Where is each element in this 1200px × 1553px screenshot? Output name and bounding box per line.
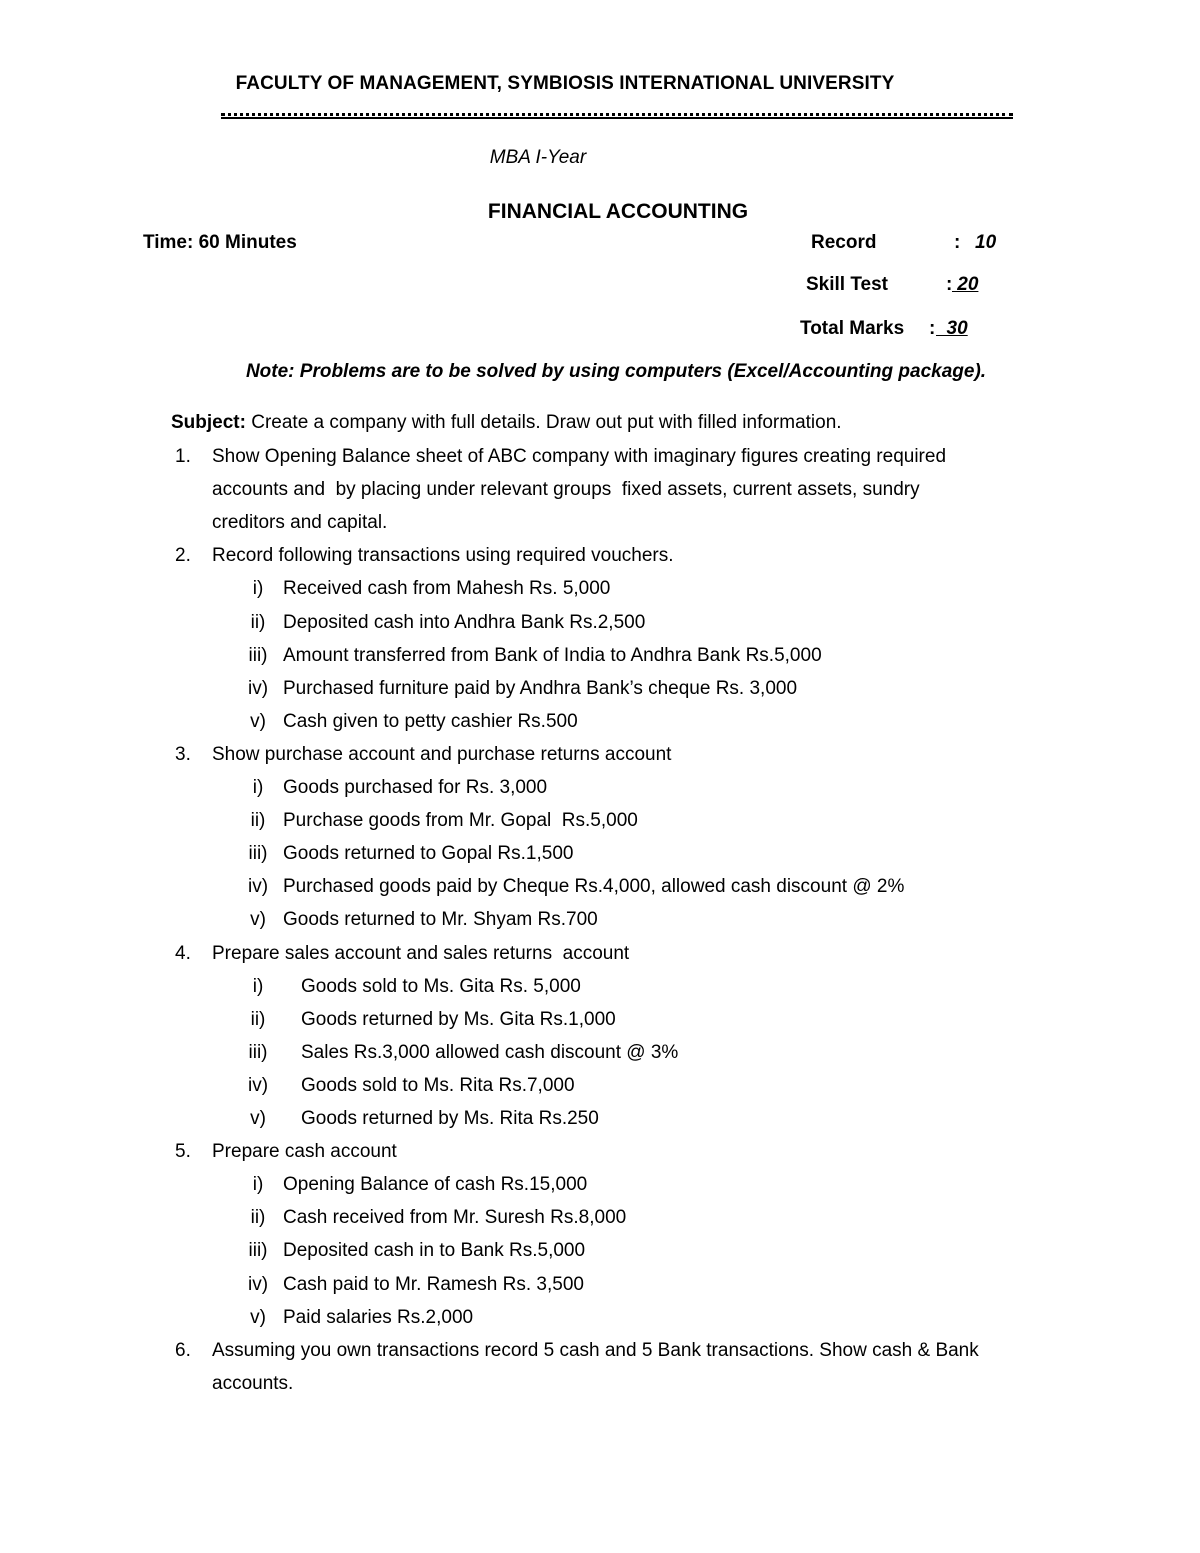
- question-text: Prepare sales account and sales returns account: [212, 942, 630, 964]
- sub-item-number: iii): [248, 1041, 268, 1063]
- subject-text: Create a company with full details. Draw out put with filled information.: [245, 412, 842, 433]
- sub-item-text: Goods returned to Mr. Shyam Rs.700: [283, 909, 598, 931]
- sub-item-text: Amount transferred from Bank of India to Andhra Bank Rs.5,000: [283, 644, 822, 666]
- marks-skill-test-colon: :: [946, 274, 953, 295]
- sub-item-number: v): [250, 909, 266, 931]
- sub-item-text: Deposited cash in to Bank Rs.5,000: [283, 1240, 586, 1262]
- sub-item-text: Goods returned by Ms. Gita Rs.1,000: [301, 1008, 616, 1030]
- question-number: 4.: [175, 942, 191, 964]
- instructions-note: Note: Problems are to be solved by using computers (Excel/Accounting package).: [245, 361, 987, 382]
- question-text: Record following transactions using required vouchers.: [212, 545, 674, 567]
- sub-item-text: Goods sold to Ms. Gita Rs. 5,000: [301, 975, 581, 997]
- question-text: Show Opening Balance sheet of ABC company with imaginary figures creating required: [212, 446, 947, 467]
- question-number: 6.: [175, 1339, 191, 1361]
- sub-item-number: iii): [248, 644, 268, 666]
- question-text: accounts.: [212, 1372, 294, 1394]
- sub-item-text: Cash paid to Mr. Ramesh Rs. 3,500: [283, 1273, 584, 1295]
- sub-item-text: Goods returned to Gopal Rs.1,500: [283, 843, 574, 865]
- sub-item-number: i): [252, 777, 264, 798]
- question-text: Assuming you own transactions record 5 cash and 5 Bank transactions. Show cash & Bank: [212, 1339, 979, 1361]
- sub-item-text: Sales Rs.3,000 allowed cash discount @ 3%: [301, 1041, 679, 1063]
- question-number: 1.: [175, 446, 191, 467]
- question-text: creditors and capital.: [212, 512, 388, 534]
- marks-skill-test-value: 20: [952, 274, 979, 295]
- sub-item-number: v): [250, 1306, 266, 1328]
- question-text: Prepare cash account: [212, 1141, 397, 1163]
- program-title: MBA I-Year: [489, 147, 587, 168]
- sub-item-text: Opening Balance of cash Rs.15,000: [283, 1174, 588, 1196]
- exam-duration: Time: 60 Minutes: [143, 232, 297, 253]
- sub-item-text: Received cash from Mahesh Rs. 5,000: [283, 578, 611, 600]
- sub-item-text: Purchase goods from Mr. Gopal Rs.5,000: [283, 810, 638, 832]
- sub-item-number: iii): [248, 1240, 268, 1262]
- question-number: 3.: [175, 743, 191, 765]
- sub-item-number: iv): [247, 876, 269, 898]
- sub-item-text: Purchased furniture paid by Andhra Bank’s cheque Rs. 3,000: [283, 677, 798, 699]
- sub-item-text: Goods sold to Ms. Rita Rs.7,000: [301, 1074, 575, 1096]
- sub-item-number: iv): [247, 677, 269, 699]
- sub-item-number: i): [252, 1174, 264, 1196]
- sub-item-text: Cash given to petty cashier Rs.500: [283, 710, 578, 732]
- marks-record-label: Record: [811, 232, 877, 253]
- course-title: FINANCIAL ACCOUNTING: [487, 200, 749, 223]
- question-text: Show purchase account and purchase returns account: [212, 743, 672, 765]
- sub-item-text: Deposited cash into Andhra Bank Rs.2,500: [283, 611, 646, 633]
- subject-line: [171, 412, 842, 434]
- university-heading: FACULTY OF MANAGEMENT, SYMBIOSIS INTERNATIONAL UNIVERSITY: [235, 73, 895, 94]
- sub-item-number: ii): [250, 611, 266, 633]
- question-text: accounts and by placing under relevant groups fixed assets, current assets, sundry: [212, 479, 920, 501]
- marks-total-label: Total Marks: [800, 318, 905, 339]
- marks-total-value: 30: [936, 318, 968, 339]
- sub-item-number: ii): [250, 1008, 266, 1030]
- marks-total-colon: :: [929, 318, 936, 339]
- sub-item-number: iii): [248, 843, 268, 865]
- sub-item-text: Purchased goods paid by Cheque Rs.4,000, allowed cash discount @ 2%: [283, 876, 905, 898]
- sub-item-number: ii): [250, 810, 266, 832]
- sub-item-text: Cash received from Mr. Suresh Rs.8,000: [283, 1207, 627, 1229]
- sub-item-text: Paid salaries Rs.2,000: [283, 1306, 474, 1328]
- sub-item-number: ii): [250, 1207, 266, 1229]
- marks-record-colon: :: [954, 232, 961, 253]
- sub-item-number: v): [250, 1108, 266, 1129]
- subject-label: Subject:: [171, 412, 246, 433]
- sub-item-text: Goods returned by Ms. Rita Rs.250: [301, 1108, 599, 1129]
- sub-item-number: v): [250, 710, 266, 732]
- sub-item-number: iv): [247, 1074, 269, 1096]
- sub-item-text: Goods purchased for Rs. 3,000: [283, 777, 548, 798]
- marks-record-value: 10: [975, 232, 997, 253]
- header-divider-dotted: [221, 113, 1013, 116]
- header-divider-solid: [221, 117, 1013, 119]
- question-number: 2.: [175, 545, 191, 567]
- marks-skill-test-label: Skill Test: [806, 274, 889, 295]
- sub-item-number: i): [252, 578, 264, 600]
- sub-item-number: i): [252, 975, 264, 997]
- sub-item-number: iv): [247, 1273, 269, 1295]
- question-number: 5.: [175, 1141, 191, 1163]
